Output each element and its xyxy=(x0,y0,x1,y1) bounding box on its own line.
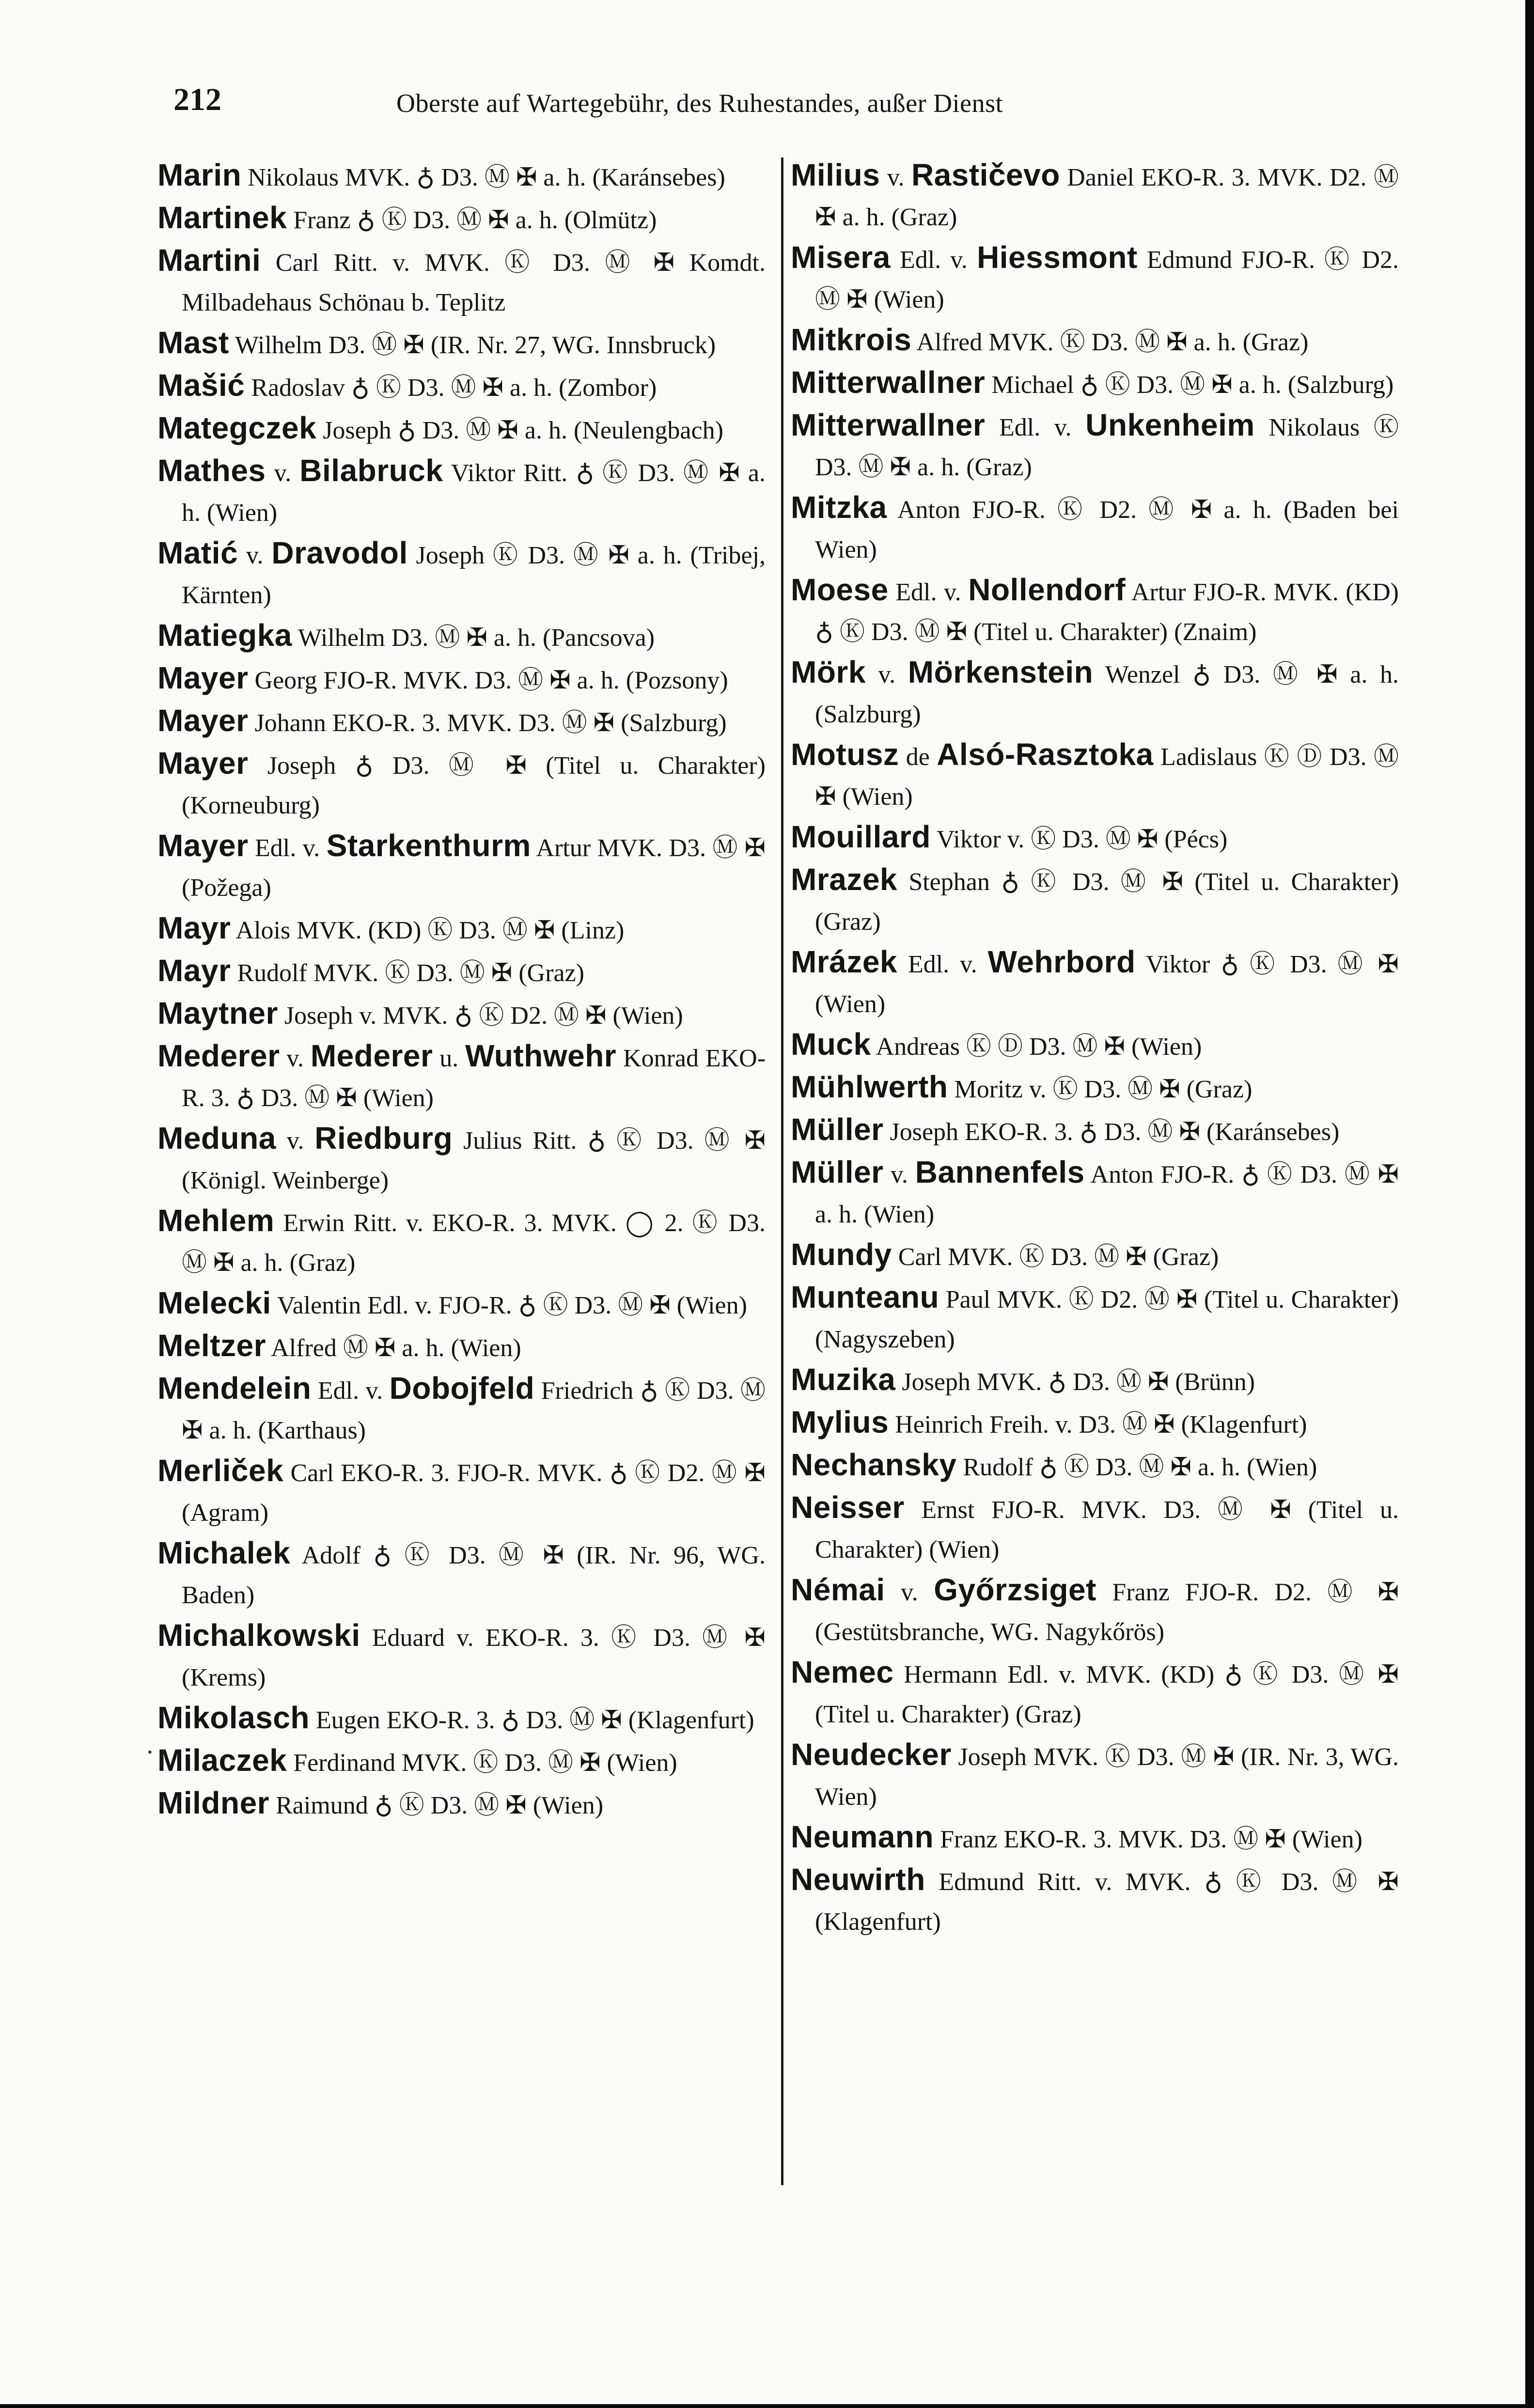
entry-details: Erwin Ritt. v. EKO-R. 3. MVK. ◯ 2. Ⓚ D3. Ⓜ ✠ a. h. (Graz) xyxy=(182,1209,766,1277)
directory-entry xyxy=(791,860,1399,942)
directory-entry xyxy=(791,1024,1399,1067)
entry-details: Joseph v. MVK. ♁ Ⓚ D2. Ⓜ ✠ (Wien) xyxy=(284,1002,683,1030)
entry-surname: Müller xyxy=(791,1112,884,1147)
directory-entry xyxy=(791,942,1399,1024)
entry-predicate-name: Bilabruck xyxy=(299,453,443,488)
directory-entry xyxy=(157,1698,766,1740)
entry-predicate-name: Nollendorf xyxy=(968,572,1126,607)
directory-entry xyxy=(791,405,1399,487)
entry-details: Joseph MVK. Ⓚ D3. Ⓜ ✠ (IR. Nr. 3, WG. Wien) xyxy=(815,1743,1399,1811)
entry-details: Michael ♁ Ⓚ D3. Ⓜ ✠ a. h. (Salzburg) xyxy=(991,371,1394,399)
left-column xyxy=(157,155,766,1826)
directory-entry xyxy=(157,1283,766,1326)
entry-details: Anton FJO-R. Ⓚ D2. Ⓜ ✠ a. h. (Baden bei Wien) xyxy=(815,496,1399,563)
entry-particle: v. xyxy=(246,542,264,569)
entry-surname: Mathes xyxy=(157,453,266,488)
entry-details: Moritz v. Ⓚ D3. Ⓜ ✠ (Graz) xyxy=(954,1076,1252,1103)
directory-entry xyxy=(157,1201,766,1283)
entry-details: Joseph ♁ D3. Ⓜ ✠ (Titel u. Charakter) (Korneuburg) xyxy=(182,752,766,819)
entry-details: Daniel EKO-R. 3. MVK. D2. Ⓜ ✠ a. h. (Graz) xyxy=(815,164,1399,231)
directory-entry xyxy=(791,1817,1399,1860)
entry-details: Wilhelm D3. Ⓜ ✠ (IR. Nr. 27, WG. Innsbruck) xyxy=(235,331,716,359)
entry-particle: Edl. v. xyxy=(317,1377,383,1405)
directory-entry xyxy=(791,1570,1399,1652)
entry-predicate-name: Győrzsiget xyxy=(934,1572,1096,1607)
entry-surname: Mildner xyxy=(157,1785,270,1820)
entry-surname: Müller xyxy=(791,1155,884,1189)
page-number: 212 xyxy=(173,82,221,117)
entry-surname: Mitterwallner xyxy=(791,365,986,400)
entry-surname: Maytner xyxy=(157,996,278,1031)
entry-surname: Martinek xyxy=(157,200,287,235)
directory-entry xyxy=(157,451,766,533)
entry-surname: Marin xyxy=(157,157,242,192)
entry-surname: Mouillard xyxy=(791,819,931,854)
entry-particle: v. xyxy=(274,459,292,487)
directory-entry xyxy=(791,1445,1399,1487)
directory-entry xyxy=(791,1652,1399,1735)
entry-particle: u. xyxy=(439,1045,459,1072)
directory-entry xyxy=(791,1402,1399,1445)
entry-predicate-name: Starkenthurm xyxy=(326,828,531,863)
directory-entry xyxy=(157,1533,766,1615)
entry-details: Adolf ♁ Ⓚ D3. Ⓜ ✠ (IR. Nr. 96, WG. Baden) xyxy=(182,1542,766,1609)
entry-details: Viktor v. Ⓚ D3. Ⓜ ✠ (Pécs) xyxy=(937,826,1228,853)
directory-entry xyxy=(791,1860,1399,1942)
entry-details: Carl EKO-R. 3. FJO-R. MVK. ♁ Ⓚ D2. Ⓜ ✠ (Agram) xyxy=(182,1459,766,1527)
running-header: Oberste auf Wartegebühr, des Ruhestandes, außer Dienst xyxy=(396,89,1003,118)
entry-particle: v. xyxy=(878,661,896,688)
directory-entry xyxy=(791,155,1399,237)
entry-surname: Mašić xyxy=(157,368,245,403)
entry-predicate-name: Bannenfels xyxy=(915,1155,1085,1189)
entry-surname: Misera xyxy=(791,240,891,275)
directory-entry xyxy=(791,570,1399,652)
entry-surname: Muck xyxy=(791,1027,871,1062)
entry-surname: Mylius xyxy=(791,1405,889,1439)
entry-details: Joseph MVK. ♁ D3. Ⓜ ✠ (Brünn) xyxy=(902,1368,1255,1396)
entry-particle: Edl. v. xyxy=(895,579,961,606)
entry-surname: Neudecker xyxy=(791,1737,952,1772)
entry-details: Nikolaus MVK. ♁ D3. Ⓜ ✠ a. h. (Karánsebes) xyxy=(248,164,725,191)
entry-surname: Nechansky xyxy=(791,1447,957,1482)
entry-surname: Meduna xyxy=(157,1121,276,1156)
entry-details: Stephan ♁ Ⓚ D3. Ⓜ ✠ (Titel u. Charakter) (Graz) xyxy=(815,868,1399,936)
directory-entry xyxy=(791,817,1399,860)
entry-surname: Mederer xyxy=(157,1038,280,1073)
directory-entry xyxy=(157,993,766,1036)
directory-entry xyxy=(157,826,766,908)
directory-entry xyxy=(157,951,766,993)
entry-surname: Mrazek xyxy=(791,862,897,897)
entry-predicate-name: Riedburg xyxy=(314,1121,453,1156)
entry-predicate-name: Rastičevo xyxy=(911,157,1060,192)
entry-details: Rudolf MVK. Ⓚ D3. Ⓜ ✠ (Graz) xyxy=(237,959,584,987)
directory-entry xyxy=(157,323,766,365)
directory-entry xyxy=(157,1615,766,1698)
entry-details: Franz EKO-R. 3. MVK. D3. Ⓜ ✠ (Wien) xyxy=(940,1826,1362,1853)
directory-entry xyxy=(157,533,766,615)
entry-surname: Matić xyxy=(157,535,238,570)
entry-details: Julius Ritt. ♁ Ⓚ D3. Ⓜ ✠ (Königl. Weinberge) xyxy=(182,1127,766,1194)
directory-entry xyxy=(157,240,766,323)
entry-details: Joseph Ⓚ D3. Ⓜ ✠ a. h. (Tribej, Kärnten) xyxy=(182,542,766,609)
directory-entry xyxy=(157,408,766,451)
entry-details: Alfred Ⓜ ✠ a. h. (Wien) xyxy=(271,1334,521,1362)
entry-details: Valentin Edl. v. FJO-R. ♁ Ⓚ D3. Ⓜ ✠ (Wien) xyxy=(277,1292,747,1319)
entry-details: Joseph EKO-R. 3. ♁ D3. Ⓜ ✠ (Karánsebes) xyxy=(890,1118,1340,1146)
directory-entry xyxy=(791,487,1399,570)
entry-predicate-name: Dravodol xyxy=(271,535,408,570)
directory-entry xyxy=(157,1118,766,1201)
entry-surname: Meltzer xyxy=(157,1328,266,1363)
entry-particle: Edl. v. xyxy=(254,834,320,862)
entry-details: Franz ♁ Ⓚ D3. Ⓜ ✠ a. h. (Olmütz) xyxy=(293,206,657,234)
entry-details: Georg FJO-R. MVK. D3. Ⓜ ✠ a. h. (Pozsony) xyxy=(254,667,728,694)
directory-entry xyxy=(157,658,766,701)
directory-entry xyxy=(791,735,1399,817)
entry-predicate-name: Dobojfeld xyxy=(389,1371,535,1406)
entry-surname: Neuwirth xyxy=(791,1862,925,1897)
entry-details: Carl MVK. Ⓚ D3. Ⓜ ✠ (Graz) xyxy=(898,1243,1219,1271)
entry-surname: Mayr xyxy=(157,910,231,945)
entry-details: Carl Ritt. v. MVK. Ⓚ D3. Ⓜ ✠ Komdt. Milbadehaus Schönau b. Teplitz xyxy=(182,249,766,316)
entry-particle: v. xyxy=(286,1045,304,1072)
entry-details: Anton FJO-R. ♁ Ⓚ D3. Ⓜ ✠ a. h. (Wien) xyxy=(815,1161,1399,1228)
directory-entry xyxy=(791,1735,1399,1817)
entry-details: Hermann Edl. v. MVK. (KD) ♁ Ⓚ D3. Ⓜ ✠ (Titel u. Charakter) (Graz) xyxy=(815,1661,1399,1728)
entry-surname: Milius xyxy=(791,157,880,192)
entry-details: Wilhelm D3. Ⓜ ✠ a. h. (Pancsova) xyxy=(297,624,655,652)
entry-details: Johann EKO-R. 3. MVK. D3. Ⓜ ✠ (Salzburg) xyxy=(254,709,727,737)
entry-surname: Mrázek xyxy=(791,944,897,979)
entry-surname: Merliček xyxy=(157,1453,284,1488)
entry-surname: Matiegka xyxy=(157,618,292,653)
directory-entry xyxy=(157,365,766,408)
entry-predicate-name: Wehrbord xyxy=(987,944,1136,979)
entry-predicate-name: Hiessmont xyxy=(977,240,1138,275)
directory-entry xyxy=(791,1360,1399,1402)
entry-details: Raimund ♁ Ⓚ D3. Ⓜ ✠ (Wien) xyxy=(276,1792,604,1819)
entry-details: Alois MVK. (KD) Ⓚ D3. Ⓜ ✠ (Linz) xyxy=(235,917,625,944)
entry-details: Franz FJO-R. D2. Ⓜ ✠ (Gestütsbranche, WG. Nagykőrös) xyxy=(815,1579,1399,1646)
directory-entry xyxy=(157,1368,766,1451)
directory-entry xyxy=(791,1110,1399,1152)
entry-particle: v. xyxy=(286,1127,304,1155)
entry-details: Eduard v. EKO-R. 3. Ⓚ D3. Ⓜ ✠ (Krems) xyxy=(182,1624,766,1691)
directory-entry xyxy=(157,198,766,240)
entry-surname: Mast xyxy=(157,325,229,360)
entry-surname: Michalkowski xyxy=(157,1618,360,1653)
entry-surname: Muzika xyxy=(791,1362,896,1397)
entry-surname: Mayer xyxy=(157,828,249,863)
entry-surname: Melecki xyxy=(157,1285,271,1320)
entry-particle: Edl. v. xyxy=(999,414,1072,441)
directory-entry xyxy=(791,652,1399,735)
entry-surname: Michalek xyxy=(157,1535,291,1570)
entry-details: Ferdinand MVK. Ⓚ D3. Ⓜ ✠ (Wien) xyxy=(293,1749,677,1777)
entry-surname: Némai xyxy=(791,1572,885,1607)
entry-predicate-name: Unkenheim xyxy=(1085,407,1255,442)
entry-details: Alfred MVK. Ⓚ D3. Ⓜ ✠ a. h. (Graz) xyxy=(916,328,1309,356)
entry-particle: v. xyxy=(887,164,905,191)
entry-details: Wenzel ♁ D3. Ⓜ ✠ a. h. (Salzburg) xyxy=(815,661,1399,728)
entry-surname: Milaczek xyxy=(157,1743,287,1778)
directory-entry xyxy=(791,1235,1399,1277)
directory-entry xyxy=(791,237,1399,320)
entry-surname: Mategczek xyxy=(157,410,317,445)
entry-details: Artur FJO-R. MVK. (KD) ♁ Ⓚ D3. Ⓜ ✠ (Titel u. Charakter) (Znaim) xyxy=(815,579,1399,646)
entry-predicate-name: Wuthwehr xyxy=(465,1038,617,1073)
margin-dot: · xyxy=(145,1737,155,1767)
entry-details: Konrad EKO-R. 3. ♁ D3. Ⓜ ✠ (Wien) xyxy=(182,1045,766,1112)
column-divider xyxy=(781,157,783,2185)
entry-particle: v. xyxy=(891,1161,908,1188)
entry-details: Edmund FJO-R. Ⓚ D2. Ⓜ ✠ (Wien) xyxy=(815,246,1399,313)
entry-details: Ladislaus Ⓚ Ⓓ D3. Ⓜ ✠ (Wien) xyxy=(815,743,1399,811)
entry-details: Viktor Ritt. ♁ Ⓚ D3. Ⓜ ✠ a. h. (Wien) xyxy=(182,459,766,527)
entry-surname: Mitzka xyxy=(791,490,887,525)
entry-surname: Moese xyxy=(791,572,889,607)
directory-entry xyxy=(791,1487,1399,1570)
entry-surname: Mitkrois xyxy=(791,322,912,357)
directory-entry xyxy=(157,908,766,951)
entry-details: Nikolaus Ⓚ D3. Ⓜ ✠ a. h. (Graz) xyxy=(815,414,1399,481)
entry-details: Edmund Ritt. v. MVK. ♁ Ⓚ D3. Ⓜ ✠ (Klagenfurt) xyxy=(815,1868,1399,1936)
directory-entry xyxy=(157,701,766,743)
entry-surname: Mühlwerth xyxy=(791,1069,948,1104)
directory-entry xyxy=(157,1783,766,1826)
entry-surname: Mitterwallner xyxy=(791,407,986,442)
directory-entry xyxy=(791,1277,1399,1360)
directory-entry xyxy=(157,155,766,198)
entry-details: Friedrich ♁ Ⓚ D3. Ⓜ ✠ a. h. (Karthaus) xyxy=(182,1377,766,1444)
entry-surname: Neisser xyxy=(791,1490,905,1525)
entry-predicate-name: Alsó-Rasztoka xyxy=(937,737,1154,772)
entry-surname: Mundy xyxy=(791,1237,892,1272)
directory-entry xyxy=(157,743,766,826)
entry-surname: Mendelein xyxy=(157,1371,312,1406)
entry-surname: Mörk xyxy=(791,655,866,689)
entry-surname: Mayer xyxy=(157,746,249,781)
directory-entry xyxy=(791,1067,1399,1110)
entry-details: Joseph ♁ D3. Ⓜ ✠ a. h. (Neulengbach) xyxy=(323,417,723,444)
entry-predicate-name: Mörkenstein xyxy=(908,655,1094,689)
directory-entry xyxy=(791,1152,1399,1235)
directory-entry xyxy=(157,1326,766,1368)
entry-surname: Mayer xyxy=(157,703,249,738)
entry-details: Eugen EKO-R. 3. ♁ D3. Ⓜ ✠ (Klagenfurt) xyxy=(315,1706,754,1734)
entry-surname: Mayer xyxy=(157,660,249,695)
entry-particle: v. xyxy=(901,1579,918,1606)
entry-predicate-name: Mederer xyxy=(310,1038,433,1073)
directory-entry xyxy=(157,615,766,658)
entry-details: Artur MVK. D3. Ⓜ ✠ (Požega) xyxy=(182,834,766,902)
directory-entry xyxy=(157,1451,766,1533)
entry-particle: Edl. v. xyxy=(899,246,968,274)
entry-surname: Motusz xyxy=(791,737,899,772)
entry-surname: Mikolasch xyxy=(157,1700,310,1735)
directory-entry xyxy=(791,320,1399,362)
directory-entry xyxy=(791,362,1399,405)
entry-surname: Mehlem xyxy=(157,1203,275,1238)
entry-details: Andreas Ⓚ Ⓓ D3. Ⓜ ✠ (Wien) xyxy=(876,1033,1202,1061)
entry-details: Paul MVK. Ⓚ D2. Ⓜ ✠ (Titel u. Charakter) (Nagyszeben) xyxy=(815,1286,1399,1353)
entry-details: Ernst FJO-R. MVK. D3. Ⓜ ✠ (Titel u. Charakter) (Wien) xyxy=(815,1496,1399,1564)
entry-particle: Edl. v. xyxy=(908,951,977,978)
entry-surname: Mayr xyxy=(157,953,231,988)
entry-surname: Munteanu xyxy=(791,1280,939,1314)
entry-surname: Neumann xyxy=(791,1819,934,1854)
right-column xyxy=(791,155,1399,1942)
directory-entry xyxy=(157,1036,766,1118)
directory-entry xyxy=(157,1740,766,1783)
entry-details: Radoslav ♁ Ⓚ D3. Ⓜ ✠ a. h. (Zombor) xyxy=(251,374,657,402)
entry-particle: de xyxy=(906,743,930,771)
entry-surname: Martini xyxy=(157,243,261,278)
entry-details: Heinrich Freih. v. D3. Ⓜ ✠ (Klagenfurt) xyxy=(895,1411,1307,1439)
entry-surname: Nemec xyxy=(791,1655,894,1689)
entry-details: Rudolf ♁ Ⓚ D3. Ⓜ ✠ a. h. (Wien) xyxy=(963,1454,1317,1481)
entry-details: Viktor ♁ Ⓚ D3. Ⓜ ✠ (Wien) xyxy=(815,951,1399,1018)
